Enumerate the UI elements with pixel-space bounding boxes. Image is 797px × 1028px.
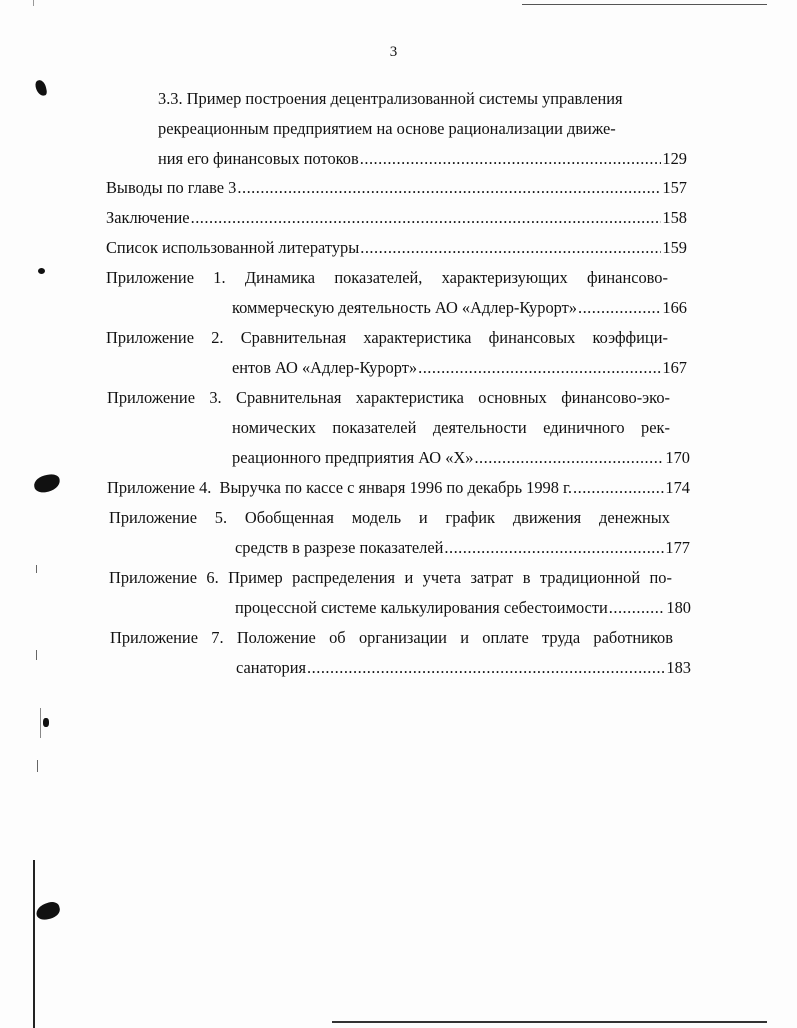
toc-word: и [404,568,414,587]
toc-word: Приложение [109,508,197,527]
leader-dots [444,537,664,559]
toc-word: график [445,508,496,527]
toc-word: Пример [228,568,283,587]
toc-text: санатория [236,658,307,677]
toc-text: Приложение 4. Выручка по кассе с января 1996 по декабрь 1998 г. [107,478,573,497]
toc-entry [158,148,687,170]
toc-page-number: 183 [666,658,691,677]
toc-page-number: 180 [666,598,691,617]
leader-dots [360,237,661,259]
scan-edge-line [332,1021,767,1023]
toc-entry [235,537,690,559]
toc-word: 6. [206,568,219,587]
toc-page-number: 177 [665,538,690,557]
toc-word: номических [232,418,316,437]
leader-dots [609,597,666,619]
scan-speck [36,650,37,660]
toc-page-number: 167 [662,358,687,377]
toc-text: средств в разрезе показателей [235,538,444,557]
ink-blot [43,718,49,727]
toc-page-number: 159 [662,238,687,257]
toc-word: основных [478,388,547,407]
toc-page-number: 129 [662,149,687,168]
toc-page-number: 157 [662,178,687,197]
toc-word: организации [358,628,447,647]
toc-line [158,88,667,110]
toc-page-number: 174 [665,478,690,497]
scan-speck [37,760,38,772]
toc-word: Приложение [106,328,194,347]
toc-word: финансово- [587,268,668,287]
toc-word: работников [593,628,673,647]
toc-word: Приложение [107,388,195,407]
toc-text: рекреационным предприятием на основе рационализации движе- [158,119,616,138]
toc-word: характеризующих [441,268,568,287]
toc-entry [107,477,690,499]
toc-word: финансово-эко- [561,388,670,407]
toc-word: Приложение [109,568,197,587]
toc-entry [232,447,690,469]
toc-word: Приложение [110,628,198,647]
toc-word: об [329,628,346,647]
leader-dots [307,657,665,679]
leader-dots [418,357,661,379]
scan-edge-mark [33,0,34,6]
toc-word: Сравнительная [240,328,347,347]
toc-word: затрат [470,568,514,587]
ink-blot [34,900,61,922]
toc-word: Положение [236,628,316,647]
page-number: 3 [389,44,398,60]
toc-word: в [522,568,531,587]
ink-blot [34,79,47,97]
toc-text: Выводы по главе 3 [106,178,237,197]
toc-entry [232,297,687,319]
toc-page-number: 166 [662,298,687,317]
toc-line [106,327,668,349]
toc-word: и [460,628,469,647]
toc-word: 1. [213,268,226,287]
toc-word: движения [512,508,582,527]
toc-word: единичного [543,418,625,437]
leader-dots [237,177,661,199]
toc-page-number: 170 [665,448,690,467]
toc-word: показателей [332,418,417,437]
toc-text: 3.3. Пример построения децентрализованной системы управления [158,89,623,108]
toc-entry [232,357,687,379]
toc-line [109,567,672,589]
toc-entry [106,237,687,259]
toc-page-number: 158 [662,208,687,227]
scan-edge-line [33,860,35,1028]
toc-text: реационного предприятия АО «Х» [232,448,474,467]
toc-text: коммерческую деятельность АО «Адлер-Курорт» [232,298,577,317]
toc-entry [106,207,687,229]
toc-word: 7. [211,628,224,647]
toc-word: Приложение [106,268,194,287]
toc-line [106,267,668,289]
toc-word: показателей, [334,268,423,287]
toc-word: характеристика [363,328,472,347]
toc-text: Список использованной литературы [106,238,360,257]
scan-speck [40,708,41,738]
toc-text: Заключение [106,208,190,227]
ink-blot [38,268,45,274]
toc-word: характеристика [355,388,464,407]
toc-entry [236,657,691,679]
toc-word: оплате [482,628,529,647]
toc-word: 3. [209,388,222,407]
ink-blot [33,473,61,493]
toc-word: денежных [598,508,670,527]
leader-dots [474,447,664,469]
toc-word: распределения [292,568,396,587]
toc-line [107,387,670,409]
toc-word: традиционной [539,568,641,587]
toc-line [158,118,667,140]
toc-line [109,507,670,529]
toc-text: ния его финансовых потоков [158,149,359,168]
toc-word: Обобщенная [244,508,334,527]
toc-word: 5. [214,508,228,527]
toc-text: процессной системе калькулирования себестоимости [235,598,608,617]
toc-entry [106,177,687,199]
leader-dots [191,207,662,229]
toc-word: коэффици- [592,328,668,347]
toc-word: финансовых [488,328,576,347]
toc-word: учета [422,568,462,587]
toc-word: Динамика [244,268,316,287]
toc-word: и [418,508,428,527]
leader-dots [360,148,662,170]
toc-line [110,627,673,649]
toc-word: рек- [641,418,670,437]
toc-word: модель [351,508,402,527]
toc-word: по- [649,568,672,587]
toc-word: труда [542,628,581,647]
scan-edge-line [522,4,767,5]
toc-word: 2. [211,328,224,347]
toc-line [232,417,670,439]
scan-speck [36,565,37,573]
leader-dots [573,477,664,499]
toc-entry [235,597,691,619]
leader-dots [578,297,661,319]
toc-word: Сравнительная [236,388,342,407]
toc-word: деятельности [432,418,527,437]
toc-text: ентов АО «Адлер-Курорт» [232,358,418,377]
